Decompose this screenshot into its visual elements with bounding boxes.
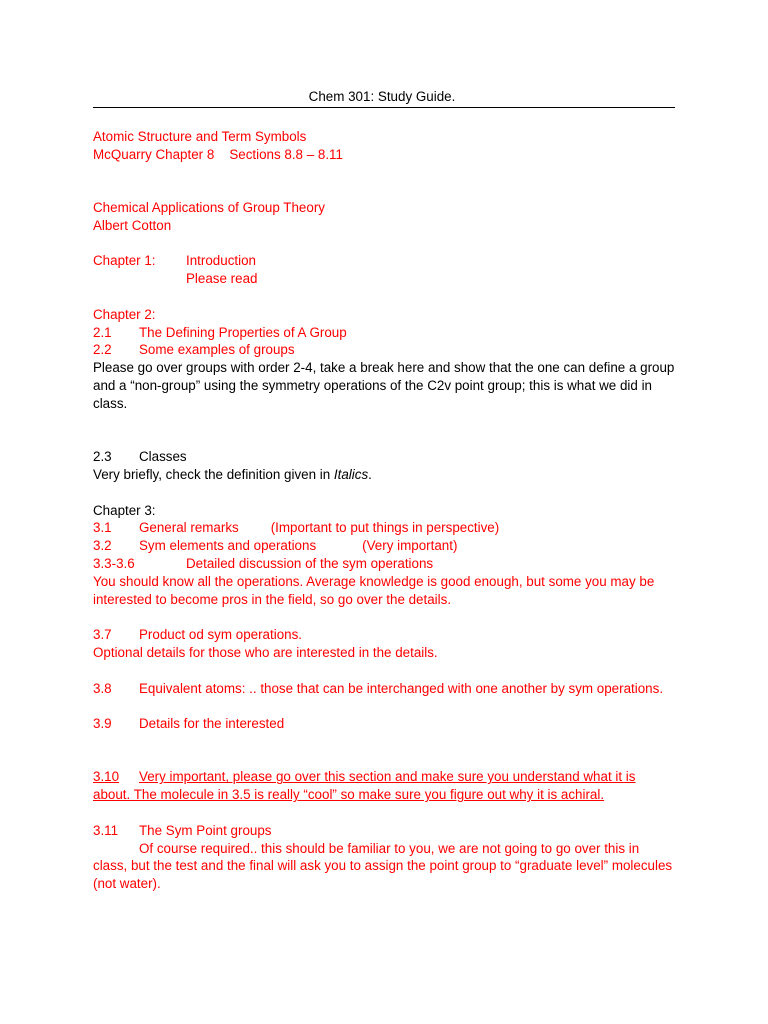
atomic-reference [93, 146, 675, 164]
spacer [93, 288, 675, 306]
section-title: General remarks [139, 520, 239, 536]
spacer [93, 733, 675, 769]
section-number: 3.2 [93, 538, 112, 554]
section-number: 3.1 [93, 520, 112, 536]
section-2-3 [93, 448, 675, 466]
section-number: 3.9 [93, 716, 112, 732]
note-period: . [368, 466, 372, 482]
section-title: Details for the interested [139, 716, 285, 732]
chapter-2-block [93, 306, 675, 484]
section-title: Some examples of groups [139, 342, 295, 358]
section-3-11-paragraph: Of course required.. this should be familiar to you, we are not going to go over this in class, but the test and the final will ask you to assign the point group to “graduate level” molecules (not water). [93, 840, 673, 892]
chapter-2-label: Chapter 2: [93, 306, 156, 322]
atomic-sections: Sections 8.8 – 8.11 [229, 146, 343, 162]
section-number: 3.10 [93, 769, 120, 785]
spacer [93, 804, 675, 822]
book-author: Albert Cotton [93, 217, 172, 233]
section-note: (Important to put things in perspective) [270, 520, 500, 536]
spacer [93, 608, 675, 626]
section-number: 3.3-3.6 [93, 555, 135, 571]
section-note: (Very important) [362, 538, 458, 554]
section-3-9 [93, 715, 675, 733]
section-title: Classes [139, 449, 187, 465]
spacer [93, 235, 675, 253]
book-title: Chemical Applications of Group Theory [93, 199, 325, 215]
atomic-heading: Atomic Structure and Term Symbols [93, 128, 307, 144]
atomic-structure-block [93, 128, 675, 164]
section-number: 2.3 [93, 449, 112, 465]
spacer [93, 662, 675, 680]
chapter-1-line [93, 252, 675, 270]
section-title: Sym elements and operations [139, 538, 317, 554]
section-title: The Defining Properties of A Group [139, 324, 347, 340]
chapter-1-label: Chapter 1: [93, 253, 156, 269]
section-3-1 [93, 519, 675, 537]
section-number: 3.11 [93, 822, 119, 838]
note-text: Very briefly, check the definition given in [93, 466, 334, 482]
section-number: 2.1 [93, 324, 112, 340]
section-3-3-paragraph: You should know all the operations. Average knowledge is good enough, but some you may be interested to become pros in the field, so go over the details. [93, 573, 655, 607]
section-3-3-3-6 [93, 555, 675, 573]
spacer [93, 697, 675, 715]
section-number: 2.2 [93, 342, 112, 358]
section-title: Detailed discussion of the sym operations [186, 555, 434, 571]
spacer [93, 413, 675, 449]
page-title: Chem 301: Study Guide. [93, 88, 675, 108]
atomic-chapter: McQuarry Chapter 8 [93, 146, 215, 162]
spacer [93, 163, 675, 199]
section-text: Equivalent atoms: .. those that can be interchanged with one another by sym operations. [139, 680, 664, 696]
section-2-2 [93, 341, 675, 359]
section-number: 3.7 [93, 627, 112, 643]
chapter-3-label: Chapter 3: [93, 502, 156, 518]
chapter-1-block [93, 252, 675, 288]
section-2-3-note [93, 466, 675, 484]
document-page [93, 88, 675, 893]
chapter-3-block [93, 502, 675, 894]
section-title: The Sym Point groups [139, 822, 272, 838]
section-2-1 [93, 324, 675, 342]
italics-word: Italics [333, 466, 369, 482]
section-text: Very important, please go over this section and make sure you understand what it is about. The molecule in 3.5 is really “cool” so make sure you figure out why it is achiral. [93, 769, 636, 803]
section-3-2 [93, 537, 675, 555]
section-3-7 [93, 626, 675, 644]
spacer [93, 484, 675, 502]
section-3-10 [93, 768, 675, 804]
section-title: Product od sym operations. [139, 627, 303, 643]
chapter-1-note: Please read [186, 271, 258, 287]
section-3-8 [93, 680, 675, 698]
chapter-1-title: Introduction [186, 253, 256, 269]
book-block [93, 199, 675, 235]
section-3-11 [93, 822, 675, 840]
chapter-2-paragraph: Please go over groups with order 2-4, take a break here and show that the one can define a group and a “non-group” using the symmetry operations of the C2v point group; this is what we did in class. [93, 360, 675, 411]
section-number: 3.8 [93, 680, 112, 696]
section-3-7-paragraph: Optional details for those who are interested in the details. [93, 644, 438, 660]
chapter-1-note-line [93, 270, 675, 288]
